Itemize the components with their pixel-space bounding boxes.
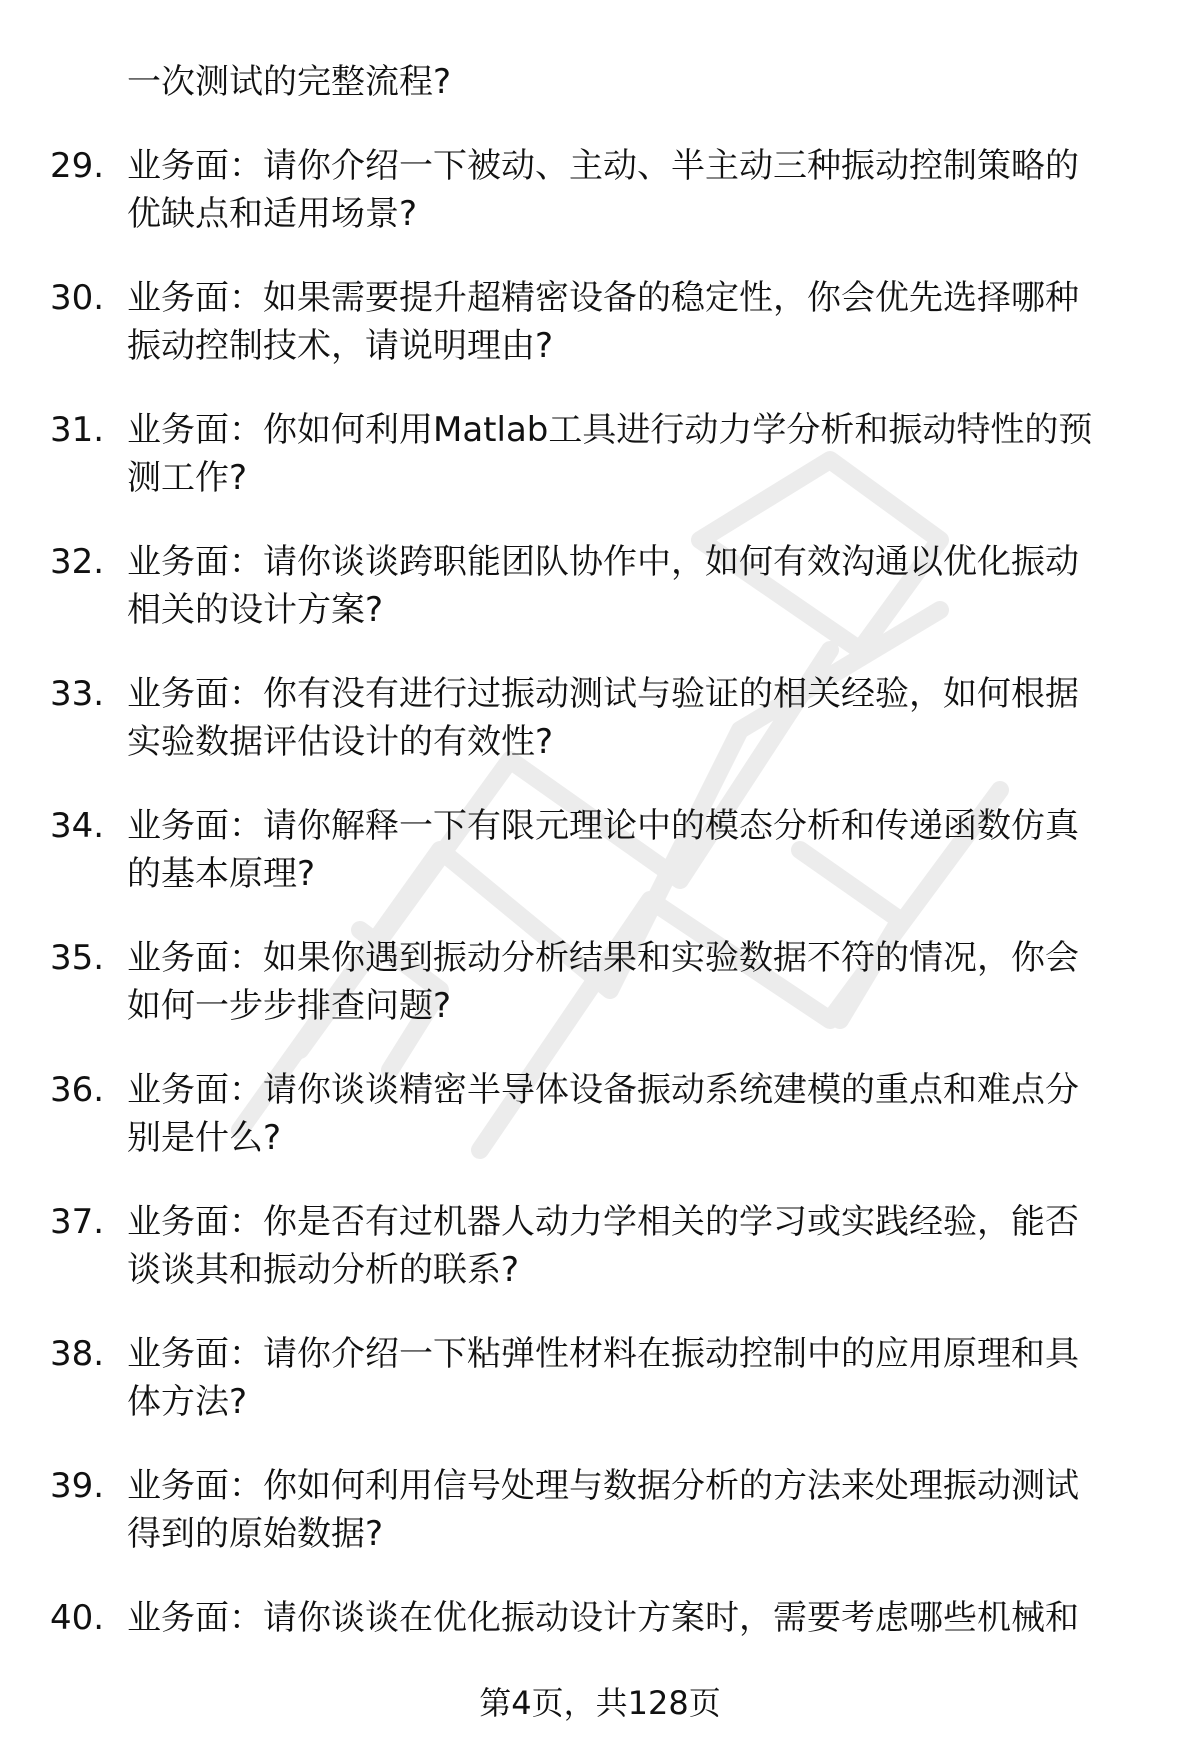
question-line: 业务面：你有没有进行过振动测试与验证的相关经验，如何根据 bbox=[127, 674, 1079, 714]
question-line: 相关的设计方案? bbox=[127, 590, 384, 630]
question-item bbox=[50, 1198, 1160, 1294]
question-line: 体方法? bbox=[127, 1382, 248, 1422]
question-text bbox=[127, 1330, 1157, 1426]
question-list bbox=[50, 142, 1160, 1642]
question-line: 测工作? bbox=[127, 458, 248, 498]
question-item bbox=[50, 1330, 1160, 1426]
question-text bbox=[127, 274, 1157, 370]
question-text bbox=[127, 670, 1157, 766]
question-line: 业务面：请你谈谈跨职能团队协作中，如何有效沟通以优化振动 bbox=[127, 542, 1079, 582]
question-item bbox=[50, 802, 1160, 898]
question-item bbox=[50, 406, 1160, 502]
question-item bbox=[50, 1594, 1160, 1642]
question-number: 31. bbox=[50, 410, 105, 450]
question-item bbox=[50, 1066, 1160, 1162]
question-number: 38. bbox=[50, 1334, 105, 1374]
question-line: 业务面：请你介绍一下被动、主动、半主动三种振动控制策略的 bbox=[127, 146, 1079, 186]
question-item bbox=[50, 670, 1160, 766]
question-text bbox=[127, 406, 1157, 502]
question-line: 谈谈其和振动分析的联系? bbox=[127, 1250, 520, 1290]
question-text bbox=[127, 538, 1157, 634]
question-line: 得到的原始数据? bbox=[127, 1514, 384, 1554]
question-line: 业务面：请你谈谈在优化振动设计方案时，需要考虑哪些机械和 bbox=[127, 1598, 1079, 1638]
question-line: 的基本原理? bbox=[127, 854, 316, 894]
question-text bbox=[127, 934, 1157, 1030]
question-line: 业务面：请你谈谈精密半导体设备振动系统建模的重点和难点分 bbox=[127, 1070, 1079, 1110]
question-number: 33. bbox=[50, 674, 105, 714]
question-number: 34. bbox=[50, 806, 105, 846]
question-number: 30. bbox=[50, 278, 105, 318]
question-number: 37. bbox=[50, 1202, 105, 1242]
question-line: 业务面：你如何利用Matlab工具进行动力学分析和振动特性的预 bbox=[127, 410, 1093, 450]
question-item bbox=[50, 538, 1160, 634]
question-line: 业务面：你如何利用信号处理与数据分析的方法来处理振动测试 bbox=[127, 1466, 1079, 1506]
question-item bbox=[50, 934, 1160, 1030]
question-line: 振动控制技术，请说明理由? bbox=[127, 326, 554, 366]
question-line: 实验数据评估设计的有效性? bbox=[127, 722, 554, 762]
question-text bbox=[127, 1594, 1157, 1642]
question-line: 业务面：你是否有过机器人动力学相关的学习或实践经验，能否 bbox=[127, 1202, 1079, 1242]
question-content bbox=[50, 58, 1160, 1642]
question-item bbox=[50, 1462, 1160, 1558]
question-line: 业务面：请你介绍一下粘弹性材料在振动控制中的应用原理和具 bbox=[127, 1334, 1079, 1374]
question-text bbox=[127, 1198, 1157, 1294]
question-line: 如何一步步排查问题? bbox=[127, 986, 452, 1026]
question-item bbox=[50, 274, 1160, 370]
question-number: 32. bbox=[50, 542, 105, 582]
question-number: 35. bbox=[50, 938, 105, 978]
question-line: 优缺点和适用场景? bbox=[127, 194, 418, 234]
question-text bbox=[127, 1462, 1157, 1558]
question-line: 业务面：如果需要提升超精密设备的稳定性，你会优先选择哪种 bbox=[127, 278, 1079, 318]
question-item bbox=[50, 142, 1160, 238]
question-text bbox=[127, 802, 1157, 898]
question-line: 业务面：如果你遇到振动分析结果和实验数据不符的情况，你会 bbox=[127, 938, 1079, 978]
question-number: 40. bbox=[50, 1598, 105, 1638]
question-text bbox=[127, 142, 1157, 238]
question-number: 36. bbox=[50, 1070, 105, 1110]
question-text bbox=[127, 1066, 1157, 1162]
question-line: 业务面：请你解释一下有限元理论中的模态分析和传递函数仿真 bbox=[127, 806, 1079, 846]
lead-line: 一次测试的完整流程? bbox=[127, 62, 452, 102]
page-footer: 第4页，共128页 bbox=[479, 1684, 721, 1722]
question-number: 29. bbox=[50, 146, 105, 186]
question-line: 别是什么? bbox=[127, 1118, 282, 1158]
question-number: 39. bbox=[50, 1466, 105, 1506]
